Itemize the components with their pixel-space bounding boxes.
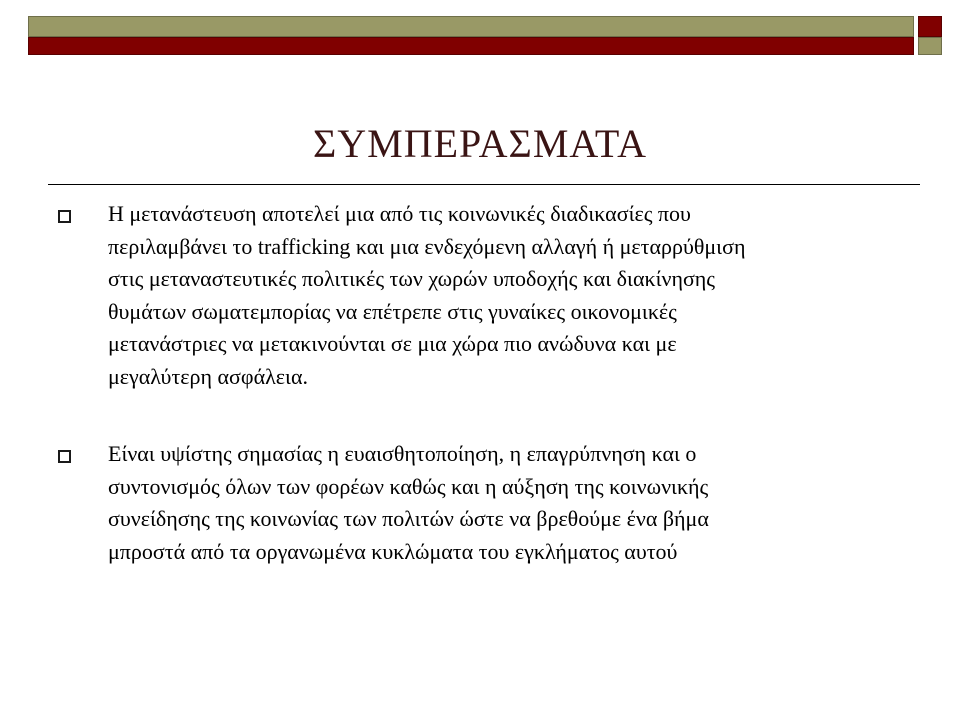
- bullet-list: [50, 198, 910, 568]
- bullet-text-line: μεγαλύτερη ασφάλεια.: [108, 363, 308, 389]
- bullet-text-line: μπροστά από τα οργανωμένα κυκλώματα του εγκλήματος αυτού: [108, 538, 678, 564]
- square-bullet-icon: [58, 210, 71, 223]
- slide-title: ΣΥΜΠΕΡΑΣΜΑΤΑ: [312, 121, 647, 166]
- bullet-text-line: στις μεταναστευτικές πολιτικές των χωρών υποδοχής και διακίνησης: [108, 266, 716, 291]
- header-band-maroon: [28, 37, 914, 55]
- bullet-text-line: Η μετανάστευση αποτελεί μια από τις κοινωνικές διαδικασίες που: [108, 201, 691, 226]
- bullet-text-line: θυμάτων σωματεμπορίας να επέτρεπε στις γυναίκες οικονομικές: [108, 298, 677, 324]
- bullet-item-awareness: [50, 438, 910, 568]
- bullet-text-line: συντονισμός όλων των φορέων καθώς και η αύξηση της κοινωνικής: [108, 473, 709, 499]
- bullet-text-line: περιλαμβάνει το trafficking και μια ενδεχόμενη αλλαγή ή μεταρρύθμιση: [108, 233, 746, 259]
- title-divider: [48, 184, 920, 185]
- bullet-text-line: Είναι υψίστης σημασίας η ευαισθητοποίηση, η επαγρύπνηση και ο: [108, 441, 697, 466]
- header-band-olive: [28, 16, 914, 37]
- bullet-text-line: μετανάστριες να μετακινούνται σε μια χώρα πιο ανώδυνα και με: [108, 331, 677, 356]
- bullet-item-migration: [50, 198, 910, 393]
- header-corner-maroon: [918, 16, 942, 37]
- square-bullet-icon: [58, 450, 71, 463]
- header-corner-olive: [918, 37, 942, 55]
- bullet-text-line: συνείδησης της κοινωνίας των πολιτών ώστε να βρεθούμε ένα βήμα: [108, 506, 709, 531]
